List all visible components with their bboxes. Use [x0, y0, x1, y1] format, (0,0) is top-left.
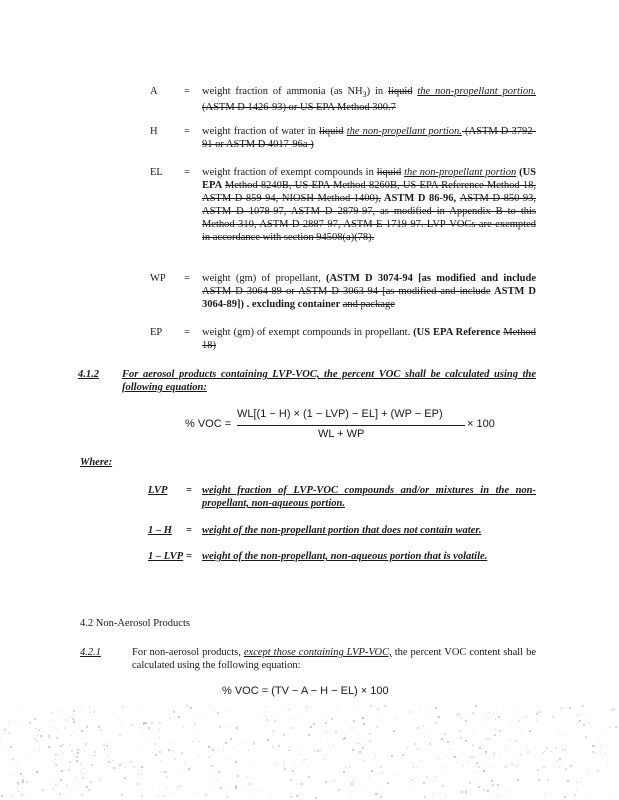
formula-denominator: WL + WP: [318, 428, 365, 440]
text-run: the non-propellant portion.: [417, 86, 536, 97]
definition-equals: =: [184, 126, 190, 137]
where-label: Where:: [80, 457, 113, 468]
text-run: the percent VOC content shall be calculated using the following equation:: [132, 647, 536, 671]
text-run: weight fraction of ammonia (as NH: [202, 86, 363, 97]
section-4-2-1-number: 4.2.1: [80, 647, 101, 658]
definition-text: [202, 85, 536, 114]
formula-lhs: % VOC =: [185, 418, 232, 430]
scan-noise: [0, 705, 619, 800]
definition-text: [202, 326, 536, 352]
text-run: (ASTM D 3792-91 or ASTM D 4017-96a ): [202, 126, 537, 150]
lvp-definition-text: weight of the non-propellant portion that does not contain water.: [202, 525, 482, 536]
lvp-definition-symbol: 1 – H: [148, 525, 172, 536]
definition-symbol: EP: [150, 327, 163, 338]
lvp-definition-equals: =: [186, 485, 192, 496]
text-run: and package: [342, 299, 395, 310]
text-run: (US EPA: [202, 167, 536, 191]
text-run: ASTM D 86-96,: [380, 193, 460, 204]
text-run: (US EPA Reference: [410, 327, 504, 338]
lvp-definition-equals: =: [186, 525, 192, 536]
text-run: weight fraction of exempt compounds in: [202, 167, 377, 178]
section-4-1-2-text: For aerosol products containing LVP-VOC, the percent VOC shall be calculated using the following equation:: [122, 369, 536, 393]
text-run: liquid: [376, 167, 402, 178]
definitions-list: [0, 0, 619, 360]
lvp-definition-equals: =: [186, 551, 192, 562]
formula-numerator: WL[(1 − H) × (1 − LVP) − EL] + (WP − EP): [237, 408, 443, 420]
definition-symbol: EL: [150, 167, 163, 178]
definition-equals: =: [184, 167, 190, 178]
lvp-definition-symbol: LVP: [148, 485, 168, 496]
text-run: except those containing LVP-VOC,: [243, 647, 392, 658]
formula-tail: × 100: [467, 418, 495, 430]
definition-equals: =: [184, 327, 190, 338]
section-4-1-2-number: 4.1.2: [78, 369, 99, 380]
text-run: (ASTM D 1426-93) or US EPA Method 300.7: [202, 102, 396, 114]
formula-voc-non-aerosol: % VOC = (TV − A − H − EL) × 100: [222, 685, 389, 697]
text-run: 3: [362, 90, 367, 100]
text-run: weight (gm) of exempt compounds in propellant: [202, 327, 408, 338]
definition-equals: =: [184, 86, 190, 97]
text-run: ASTM D 3064-89]) . excluding container: [202, 286, 536, 310]
definition-text: [202, 166, 536, 244]
text-run: (ASTM D 3074-94 [as modified and include: [325, 273, 536, 284]
definition-symbol: A: [150, 86, 158, 97]
text-run: ) in: [366, 86, 388, 97]
text-run: Method 18): [202, 327, 536, 351]
text-run: .: [407, 327, 411, 338]
definition-text: [202, 125, 536, 151]
text-run: ASTM D 850-93, ASTM D 1078-97, ASTM D 2879-97, as modified in Appendix B to this Method 310, ASTM D 2887-97, ASTM E 1719-97. LVP-VOCs are exempted in accordance with section 94508(a)(78).: [202, 193, 536, 243]
definition-symbol: H: [150, 126, 158, 137]
section-4-2-1-text: [132, 646, 536, 672]
text-run: ASTM D 3064-89 or ASTM D 3063-94 [as modified and include: [202, 286, 491, 297]
text-run: Method 8240B, US EPA Method 8260B, US EPA Reference Method 18, ASTM D 859-94, NIOSH Method 1400),: [202, 180, 536, 204]
definition-symbol: WP: [150, 273, 166, 284]
lvp-definition-text: weight fraction of LVP-VOC compounds and/or mixtures in the non-propellant, non-aqueous portion.: [202, 485, 536, 509]
definition-equals: =: [184, 273, 190, 284]
text-run: weight (gm) of propellant,: [202, 273, 326, 284]
definition-text: [202, 272, 536, 311]
formula-voc-aerosol: [185, 408, 495, 444]
text-run: the non-propellant portion.: [346, 126, 462, 137]
section-4-2-title: 4.2 Non-Aerosol Products: [80, 618, 190, 629]
formula-fraction-bar: [237, 425, 465, 426]
text-run: For non-aerosol products,: [132, 647, 244, 658]
lvp-definition-symbol: 1 – LVP: [148, 551, 184, 562]
lvp-definition-text: weight of the non-propellant, non-aqueous portion that is volatile.: [202, 551, 488, 562]
text-run: the non-propellant portion: [404, 167, 517, 178]
text-run: liquid: [387, 86, 413, 97]
text-run: liquid: [319, 126, 344, 137]
text-run: weight fraction of water in: [202, 126, 320, 137]
